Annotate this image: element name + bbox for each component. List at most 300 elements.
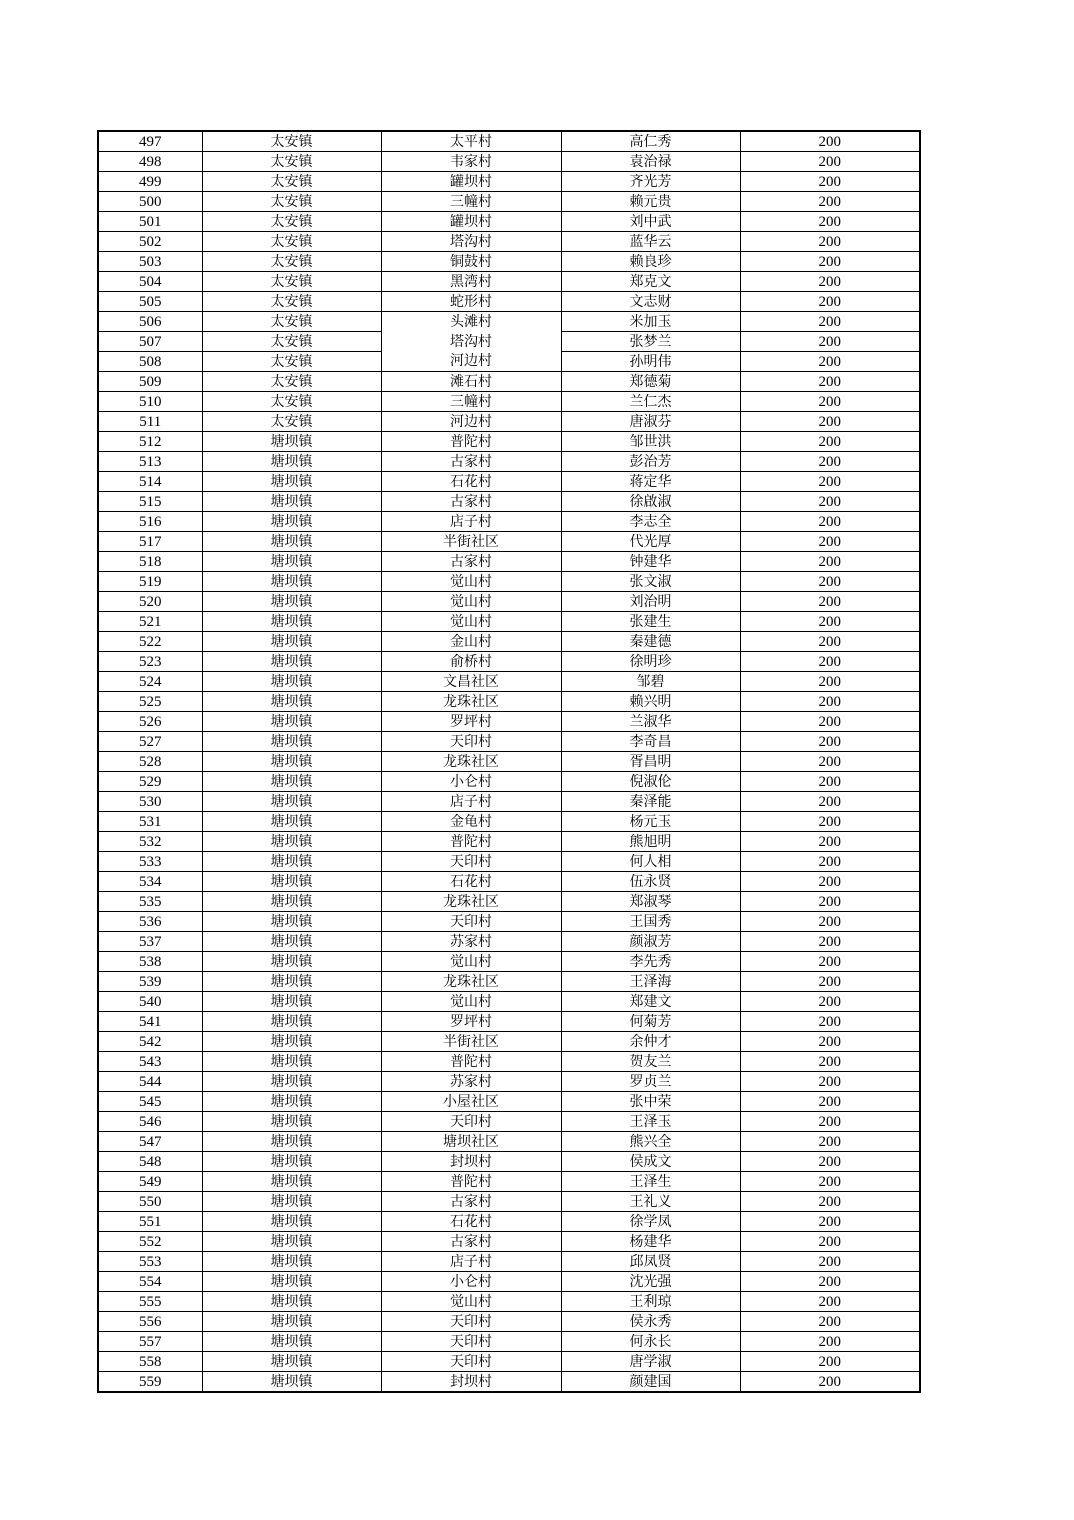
table-row <box>98 832 920 852</box>
town-cell: 太安镇 <box>202 252 381 272</box>
amount-cell: 200 <box>740 1052 920 1072</box>
row-number-cell: 516 <box>98 512 202 532</box>
row-number-cell: 499 <box>98 172 202 192</box>
row-number-cell: 505 <box>98 292 202 312</box>
town-cell: 塘坝镇 <box>202 592 381 612</box>
village-cell: 金山村 <box>381 632 561 652</box>
table-row <box>98 1012 920 1032</box>
table-row <box>98 452 920 472</box>
village-cell: 小仑村 <box>381 772 561 792</box>
village-cell: 黑湾村 <box>381 272 561 292</box>
table-row <box>98 672 920 692</box>
town-cell: 塘坝镇 <box>202 1092 381 1112</box>
village-cell: 俞桥村 <box>381 652 561 672</box>
town-cell: 塘坝镇 <box>202 652 381 672</box>
village-cell: 罗坪村 <box>381 712 561 732</box>
town-cell: 塘坝镇 <box>202 1152 381 1172</box>
amount-cell: 200 <box>740 1072 920 1092</box>
row-number-cell: 510 <box>98 392 202 412</box>
table-row <box>98 792 920 812</box>
table-row <box>98 1172 920 1192</box>
table-row <box>98 372 920 392</box>
table-row <box>98 172 920 192</box>
village-cell: 韦家村 <box>381 152 561 172</box>
village-cell: 觉山村 <box>381 1292 561 1312</box>
row-number-cell: 500 <box>98 192 202 212</box>
row-number-cell: 532 <box>98 832 202 852</box>
amount-cell: 200 <box>740 392 920 412</box>
person-name-cell: 郑建文 <box>561 992 740 1012</box>
person-name-cell: 张建生 <box>561 612 740 632</box>
amount-cell: 200 <box>740 1252 920 1272</box>
person-name-cell: 熊旭明 <box>561 832 740 852</box>
village-cell: 龙珠社区 <box>381 892 561 912</box>
row-number-cell: 517 <box>98 532 202 552</box>
village-cell: 塔沟村 <box>381 232 561 252</box>
town-cell: 塘坝镇 <box>202 1312 381 1332</box>
amount-cell: 200 <box>740 532 920 552</box>
village-cell: 觉山村 <box>381 952 561 972</box>
table-row <box>98 992 920 1012</box>
person-name-cell: 王国秀 <box>561 912 740 932</box>
row-number-cell: 514 <box>98 472 202 492</box>
person-name-cell: 郑克文 <box>561 272 740 292</box>
village-cell: 石花村 <box>381 872 561 892</box>
person-name-cell: 伍永贤 <box>561 872 740 892</box>
person-name-cell: 赖良珍 <box>561 252 740 272</box>
row-number-cell: 556 <box>98 1312 202 1332</box>
amount-cell: 200 <box>740 592 920 612</box>
person-name-cell: 罗贞兰 <box>561 1072 740 1092</box>
village-cell: 塘坝社区 <box>381 1132 561 1152</box>
row-number-cell: 509 <box>98 372 202 392</box>
town-cell: 塘坝镇 <box>202 452 381 472</box>
person-name-cell: 代光厚 <box>561 532 740 552</box>
village-cell: 文昌社区 <box>381 672 561 692</box>
village-cell: 苏家村 <box>381 1072 561 1092</box>
village-cell: 金龟村 <box>381 812 561 832</box>
amount-cell: 200 <box>740 792 920 812</box>
town-cell: 塘坝镇 <box>202 1192 381 1212</box>
village-cell: 普陀村 <box>381 1172 561 1192</box>
village-cell: 半街社区 <box>381 1032 561 1052</box>
table-row <box>98 292 920 312</box>
amount-cell: 200 <box>740 712 920 732</box>
row-number-cell: 549 <box>98 1172 202 1192</box>
town-cell: 塘坝镇 <box>202 892 381 912</box>
village-cell: 天印村 <box>381 1112 561 1132</box>
village-cell: 天印村 <box>381 1332 561 1352</box>
town-cell: 塘坝镇 <box>202 932 381 952</box>
row-number-cell: 524 <box>98 672 202 692</box>
person-name-cell: 张梦兰 <box>561 332 740 352</box>
village-cell: 罗坪村 <box>381 1012 561 1032</box>
village-cell: 天印村 <box>381 852 561 872</box>
village-cell: 天印村 <box>381 1352 561 1372</box>
village-cell: 蛇形村 <box>381 292 561 312</box>
village-cell: 塔沟村 <box>381 332 561 352</box>
row-number-cell: 525 <box>98 692 202 712</box>
row-number-cell: 553 <box>98 1252 202 1272</box>
person-name-cell: 兰仁杰 <box>561 392 740 412</box>
village-cell: 普陀村 <box>381 432 561 452</box>
town-cell: 太安镇 <box>202 192 381 212</box>
town-cell: 塘坝镇 <box>202 992 381 1012</box>
table-row <box>98 972 920 992</box>
row-number-cell: 557 <box>98 1332 202 1352</box>
amount-cell: 200 <box>740 512 920 532</box>
amount-cell: 200 <box>740 292 920 312</box>
town-cell: 太安镇 <box>202 152 381 172</box>
person-name-cell: 熊兴全 <box>561 1132 740 1152</box>
village-cell: 古家村 <box>381 552 561 572</box>
amount-cell: 200 <box>740 1152 920 1172</box>
amount-cell: 200 <box>740 632 920 652</box>
row-number-cell: 528 <box>98 752 202 772</box>
amount-cell: 200 <box>740 1112 920 1132</box>
person-name-cell: 颜淑芳 <box>561 932 740 952</box>
amount-cell: 200 <box>740 672 920 692</box>
town-cell: 塘坝镇 <box>202 952 381 972</box>
table-row <box>98 1252 920 1272</box>
amount-cell: 200 <box>740 372 920 392</box>
village-cell: 小仑村 <box>381 1272 561 1292</box>
amount-cell: 200 <box>740 212 920 232</box>
town-cell: 塘坝镇 <box>202 1292 381 1312</box>
person-name-cell: 米加玉 <box>561 312 740 332</box>
town-cell: 塘坝镇 <box>202 852 381 872</box>
village-cell: 半街社区 <box>381 532 561 552</box>
town-cell: 塘坝镇 <box>202 772 381 792</box>
town-cell: 塘坝镇 <box>202 912 381 932</box>
amount-cell: 200 <box>740 1032 920 1052</box>
person-name-cell: 李志全 <box>561 512 740 532</box>
person-name-cell: 赖兴明 <box>561 692 740 712</box>
person-name-cell: 彭治芳 <box>561 452 740 472</box>
person-name-cell: 何永长 <box>561 1332 740 1352</box>
amount-cell: 200 <box>740 1212 920 1232</box>
village-cell: 觉山村 <box>381 592 561 612</box>
town-cell: 塘坝镇 <box>202 1372 381 1393</box>
table-row <box>98 1352 920 1372</box>
amount-cell: 200 <box>740 1312 920 1332</box>
person-name-cell: 唐淑芬 <box>561 412 740 432</box>
table-row <box>98 852 920 872</box>
row-number-cell: 558 <box>98 1352 202 1372</box>
row-number-cell: 550 <box>98 1192 202 1212</box>
table-row <box>98 552 920 572</box>
village-cell: 滩石村 <box>381 372 561 392</box>
roster-table <box>97 130 921 1393</box>
person-name-cell: 张中荣 <box>561 1092 740 1112</box>
table-row <box>98 1312 920 1332</box>
village-cell: 龙珠社区 <box>381 752 561 772</box>
amount-cell: 200 <box>740 932 920 952</box>
person-name-cell: 齐光芳 <box>561 172 740 192</box>
row-number-cell: 542 <box>98 1032 202 1052</box>
table-row <box>98 212 920 232</box>
village-cell: 天印村 <box>381 912 561 932</box>
row-number-cell: 555 <box>98 1292 202 1312</box>
table-row <box>98 912 920 932</box>
table-row <box>98 1032 920 1052</box>
table-row <box>98 592 920 612</box>
village-cell: 三幢村 <box>381 192 561 212</box>
person-name-cell: 倪淑伦 <box>561 772 740 792</box>
amount-cell: 200 <box>740 972 920 992</box>
row-number-cell: 547 <box>98 1132 202 1152</box>
row-number-cell: 502 <box>98 232 202 252</box>
amount-cell: 200 <box>740 1332 920 1352</box>
village-cell: 封坝村 <box>381 1372 561 1393</box>
village-cell: 三幢村 <box>381 392 561 412</box>
village-cell: 苏家村 <box>381 932 561 952</box>
table-row <box>98 352 920 372</box>
town-cell: 塘坝镇 <box>202 1032 381 1052</box>
person-name-cell: 邱凤贤 <box>561 1252 740 1272</box>
amount-cell: 200 <box>740 1172 920 1192</box>
table-row <box>98 1332 920 1352</box>
table-row <box>98 152 920 172</box>
row-number-cell: 533 <box>98 852 202 872</box>
row-number-cell: 504 <box>98 272 202 292</box>
amount-cell: 200 <box>740 692 920 712</box>
row-number-cell: 526 <box>98 712 202 732</box>
person-name-cell: 何人相 <box>561 852 740 872</box>
town-cell: 塘坝镇 <box>202 1012 381 1032</box>
person-name-cell: 徐啟淑 <box>561 492 740 512</box>
table-row <box>98 952 920 972</box>
row-number-cell: 537 <box>98 932 202 952</box>
row-number-cell: 523 <box>98 652 202 672</box>
town-cell: 塘坝镇 <box>202 1132 381 1152</box>
town-cell: 塘坝镇 <box>202 792 381 812</box>
table-row <box>98 732 920 752</box>
amount-cell: 200 <box>740 832 920 852</box>
village-cell: 封坝村 <box>381 1152 561 1172</box>
person-name-cell: 郑淑琴 <box>561 892 740 912</box>
amount-cell: 200 <box>740 1192 920 1212</box>
row-number-cell: 513 <box>98 452 202 472</box>
amount-cell: 200 <box>740 432 920 452</box>
amount-cell: 200 <box>740 452 920 472</box>
amount-cell: 200 <box>740 192 920 212</box>
table-row <box>98 692 920 712</box>
person-name-cell: 颜建国 <box>561 1372 740 1393</box>
amount-cell: 200 <box>740 152 920 172</box>
amount-cell: 200 <box>740 232 920 252</box>
town-cell: 塘坝镇 <box>202 632 381 652</box>
table-row <box>98 1132 920 1152</box>
town-cell: 塘坝镇 <box>202 1172 381 1192</box>
table-row <box>98 772 920 792</box>
person-name-cell: 李先秀 <box>561 952 740 972</box>
row-number-cell: 529 <box>98 772 202 792</box>
town-cell: 塘坝镇 <box>202 612 381 632</box>
town-cell: 太安镇 <box>202 392 381 412</box>
table-row <box>98 612 920 632</box>
village-cell: 古家村 <box>381 492 561 512</box>
row-number-cell: 527 <box>98 732 202 752</box>
village-cell: 罐坝村 <box>381 212 561 232</box>
person-name-cell: 余仲才 <box>561 1032 740 1052</box>
row-number-cell: 530 <box>98 792 202 812</box>
row-number-cell: 544 <box>98 1072 202 1092</box>
row-number-cell: 551 <box>98 1212 202 1232</box>
town-cell: 塘坝镇 <box>202 472 381 492</box>
person-name-cell: 高仁秀 <box>561 131 740 152</box>
person-name-cell: 蓝华云 <box>561 232 740 252</box>
village-cell: 古家村 <box>381 1192 561 1212</box>
person-name-cell: 杨元玉 <box>561 812 740 832</box>
village-cell: 小屋社区 <box>381 1092 561 1112</box>
row-number-cell: 503 <box>98 252 202 272</box>
village-cell: 普陀村 <box>381 1052 561 1072</box>
table-row <box>98 1072 920 1092</box>
person-name-cell: 邹世洪 <box>561 432 740 452</box>
village-cell: 店子村 <box>381 1252 561 1272</box>
row-number-cell: 534 <box>98 872 202 892</box>
amount-cell: 200 <box>740 1012 920 1032</box>
amount-cell: 200 <box>740 492 920 512</box>
table-row <box>98 572 920 592</box>
village-cell: 天印村 <box>381 1312 561 1332</box>
row-number-cell: 536 <box>98 912 202 932</box>
table-row <box>98 392 920 412</box>
amount-cell: 200 <box>740 252 920 272</box>
row-number-cell: 501 <box>98 212 202 232</box>
row-number-cell: 512 <box>98 432 202 452</box>
row-number-cell: 538 <box>98 952 202 972</box>
amount-cell: 200 <box>740 1232 920 1252</box>
row-number-cell: 539 <box>98 972 202 992</box>
table-row <box>98 512 920 532</box>
row-number-cell: 520 <box>98 592 202 612</box>
town-cell: 塘坝镇 <box>202 692 381 712</box>
amount-cell: 200 <box>740 892 920 912</box>
amount-cell: 200 <box>740 272 920 292</box>
person-name-cell: 贺友兰 <box>561 1052 740 1072</box>
table-row <box>98 472 920 492</box>
row-number-cell: 548 <box>98 1152 202 1172</box>
town-cell: 塘坝镇 <box>202 832 381 852</box>
amount-cell: 200 <box>740 772 920 792</box>
row-number-cell: 540 <box>98 992 202 1012</box>
amount-cell: 200 <box>740 332 920 352</box>
table-row <box>98 1212 920 1232</box>
person-name-cell: 文志财 <box>561 292 740 312</box>
town-cell: 塘坝镇 <box>202 1332 381 1352</box>
person-name-cell: 赖元贵 <box>561 192 740 212</box>
table-row <box>98 1192 920 1212</box>
town-cell: 塘坝镇 <box>202 972 381 992</box>
row-number-cell: 522 <box>98 632 202 652</box>
village-cell: 觉山村 <box>381 572 561 592</box>
village-cell: 河边村 <box>381 352 561 372</box>
town-cell: 太安镇 <box>202 272 381 292</box>
person-name-cell: 蒋定华 <box>561 472 740 492</box>
village-cell: 石花村 <box>381 1212 561 1232</box>
amount-cell: 200 <box>740 1132 920 1152</box>
person-name-cell: 唐学淑 <box>561 1352 740 1372</box>
town-cell: 太安镇 <box>202 372 381 392</box>
table-row <box>98 1092 920 1112</box>
town-cell: 塘坝镇 <box>202 512 381 532</box>
row-number-cell: 546 <box>98 1112 202 1132</box>
table-row <box>98 252 920 272</box>
person-name-cell: 秦泽能 <box>561 792 740 812</box>
row-number-cell: 521 <box>98 612 202 632</box>
row-number-cell: 515 <box>98 492 202 512</box>
amount-cell: 200 <box>740 992 920 1012</box>
table-row <box>98 312 920 332</box>
village-cell: 罐坝村 <box>381 172 561 192</box>
village-cell: 龙珠社区 <box>381 692 561 712</box>
person-name-cell: 秦建德 <box>561 632 740 652</box>
amount-cell: 200 <box>740 852 920 872</box>
village-cell: 石花村 <box>381 472 561 492</box>
table-row <box>98 1052 920 1072</box>
table-row <box>98 1272 920 1292</box>
amount-cell: 200 <box>740 752 920 772</box>
town-cell: 塘坝镇 <box>202 672 381 692</box>
amount-cell: 200 <box>740 1272 920 1292</box>
town-cell: 塘坝镇 <box>202 812 381 832</box>
table-row <box>98 1372 920 1393</box>
table-row <box>98 492 920 512</box>
town-cell: 太安镇 <box>202 292 381 312</box>
person-name-cell: 徐学凤 <box>561 1212 740 1232</box>
town-cell: 太安镇 <box>202 412 381 432</box>
village-cell: 店子村 <box>381 792 561 812</box>
amount-cell: 200 <box>740 572 920 592</box>
table-row <box>98 532 920 552</box>
village-cell: 普陀村 <box>381 832 561 852</box>
amount-cell: 200 <box>740 912 920 932</box>
town-cell: 塘坝镇 <box>202 1072 381 1092</box>
town-cell: 塘坝镇 <box>202 492 381 512</box>
town-cell: 塘坝镇 <box>202 1352 381 1372</box>
town-cell: 太安镇 <box>202 332 381 352</box>
table-row <box>98 412 920 432</box>
village-cell: 头滩村 <box>381 312 561 332</box>
table-row <box>98 892 920 912</box>
table-row <box>98 272 920 292</box>
amount-cell: 200 <box>740 1352 920 1372</box>
village-cell: 古家村 <box>381 452 561 472</box>
town-cell: 塘坝镇 <box>202 872 381 892</box>
town-cell: 塘坝镇 <box>202 552 381 572</box>
table-row <box>98 332 920 352</box>
amount-cell: 200 <box>740 872 920 892</box>
town-cell: 塘坝镇 <box>202 1052 381 1072</box>
table-row <box>98 712 920 732</box>
village-cell: 太平村 <box>381 131 561 152</box>
person-name-cell: 何菊芳 <box>561 1012 740 1032</box>
person-name-cell: 徐明珍 <box>561 652 740 672</box>
row-number-cell: 559 <box>98 1372 202 1393</box>
row-number-cell: 543 <box>98 1052 202 1072</box>
row-number-cell: 519 <box>98 572 202 592</box>
amount-cell: 200 <box>740 612 920 632</box>
table-row <box>98 812 920 832</box>
amount-cell: 200 <box>740 131 920 152</box>
person-name-cell: 王利琼 <box>561 1292 740 1312</box>
table-row <box>98 932 920 952</box>
person-name-cell: 邹碧 <box>561 672 740 692</box>
town-cell: 塘坝镇 <box>202 752 381 772</box>
table-row <box>98 131 920 152</box>
